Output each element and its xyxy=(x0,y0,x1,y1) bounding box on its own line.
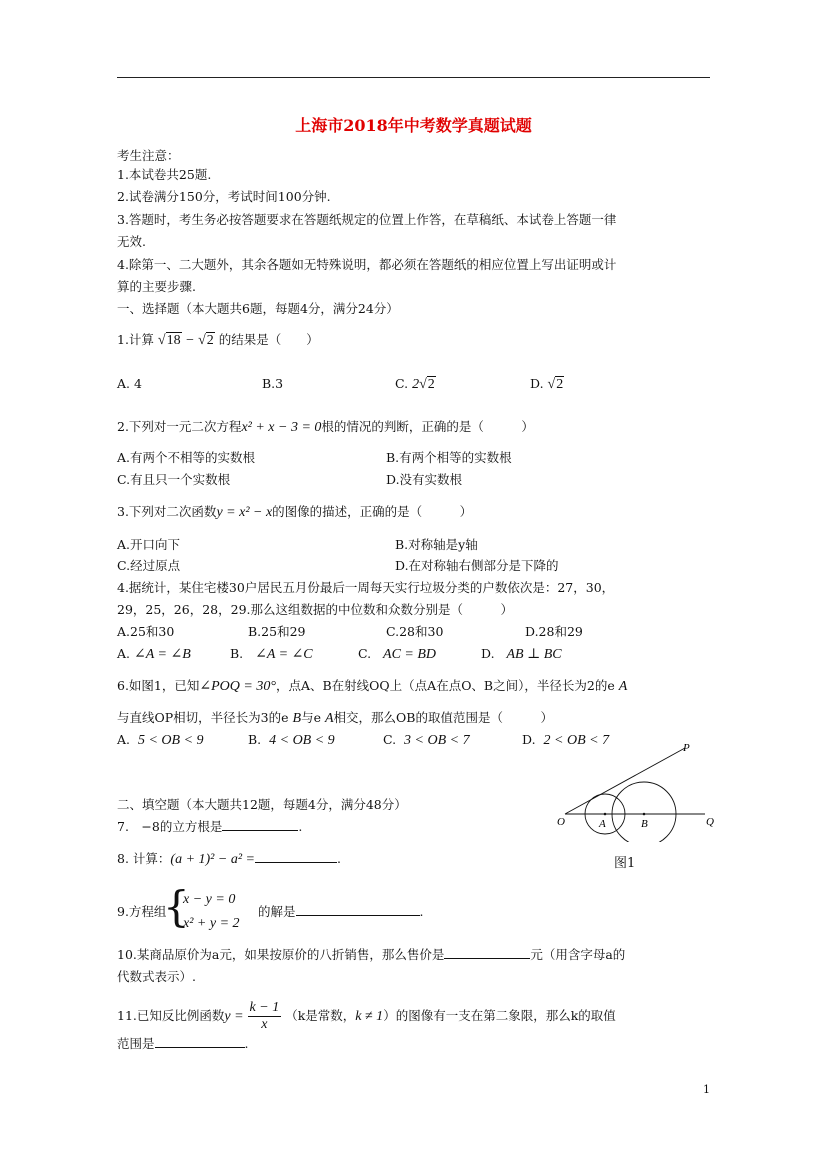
q8-prefix: 8. 计算： xyxy=(117,851,171,866)
q9-equation-1: x − y = 0 xyxy=(183,892,236,907)
q3-suffix: 的图像的描述，正确的是（ ） xyxy=(272,504,473,519)
answer-blank xyxy=(296,903,420,916)
q1-option-d-label: D. xyxy=(530,376,544,391)
q6-circle-symbol: e xyxy=(607,678,615,693)
q6-d-expr: 2 < OB < 7 xyxy=(543,733,610,748)
q6-c-label: C. xyxy=(383,732,397,747)
q11-fraction xyxy=(248,1000,282,1033)
q9-suffix: 的解是 xyxy=(258,904,296,919)
q2-option-d: D.没有实数根 xyxy=(386,472,463,487)
notice-heading: 考生注意： xyxy=(117,148,180,163)
q5-d-label: D. xyxy=(481,646,495,661)
page-number: 1 xyxy=(703,1083,710,1096)
q6-text1: ，点A、B在射线OQ上（点A在点O、B之间），半径长为2的 xyxy=(275,678,608,693)
q7-text: 7. −8的立方根是 xyxy=(117,819,223,834)
q6-a-letter: A xyxy=(324,711,334,726)
label-a: A xyxy=(599,818,606,830)
q11-suffix: （k是常数， xyxy=(285,1008,356,1023)
q3-option-d: D.在对称轴右侧部分是下降的 xyxy=(395,558,559,573)
q5-a-label: A. xyxy=(117,646,131,661)
question-4-line2: 29，25，26，28，29.那么这组数据的中位数和众数分别是（ ） xyxy=(117,602,514,617)
q3-function: y = x² − x xyxy=(216,505,273,520)
q1-c-coef: 2 xyxy=(412,377,420,392)
question-7 xyxy=(117,818,302,836)
q1-option-c-label: C. xyxy=(395,376,409,391)
q5-option-c xyxy=(358,645,436,664)
q5-c-label: C. xyxy=(358,646,372,661)
q4-option-b: B.25和29 xyxy=(248,624,306,639)
q8-expression: (a + 1)² − a² = xyxy=(170,852,255,867)
q7-end: . xyxy=(298,819,303,834)
q10-text2: 元（用含字母a的 xyxy=(530,947,626,962)
question-4-line1: 4.据统计，某住宅楼30户居民五月份最后一周每天实行垃圾分类的户数依次是：27，30， xyxy=(117,580,615,595)
q3-prefix: 3.下列对二次函数 xyxy=(117,504,217,519)
q6-a-label: A. xyxy=(117,732,131,747)
q6-a-expr: 5 < OB < 9 xyxy=(137,733,204,748)
q9-equation-2: x² + y = 2 xyxy=(183,916,240,931)
answer-blank xyxy=(255,850,337,863)
q11-prefix: 11.已知反比例函数 xyxy=(117,1008,225,1023)
q6-angle: ∠POQ = 30° xyxy=(199,679,276,694)
section2-heading: 二、填空题（本大题共12题，每题4分，满分48分） xyxy=(117,797,407,812)
q11-denominator: x xyxy=(261,1017,268,1032)
answer-blank xyxy=(222,818,298,831)
q9-prefix: 9.方程组 xyxy=(117,904,167,919)
q6-option-b xyxy=(248,731,335,750)
q6-text2: 与直线OP相切，半径长为3的 xyxy=(117,710,282,725)
label-o: O xyxy=(557,816,565,828)
q5-c-expr: AC = BD xyxy=(383,647,437,662)
q5-b-expr: ∠A = ∠C xyxy=(255,647,313,662)
q11-suffix2: ）的图像有一支在第二象限，那么k的取值 xyxy=(383,1008,616,1023)
q2-equation: x² + x − 3 = 0 xyxy=(241,420,322,435)
q4-option-c: C.28和30 xyxy=(386,624,444,639)
question-11-line2 xyxy=(117,1035,249,1053)
question-10-line2: 代数式表示）. xyxy=(117,969,196,984)
label-p: P xyxy=(683,742,690,754)
q5-b-label: B. xyxy=(230,646,244,661)
q5-a-expr: ∠A = ∠B xyxy=(134,647,191,662)
q6-d-label: D. xyxy=(522,732,536,747)
q6-b-letter: B xyxy=(292,711,302,726)
q1-minus: − xyxy=(181,333,199,348)
section1-heading: 一、选择题（本大题共6题，每题4分，满分24分） xyxy=(117,301,399,316)
question-6-line1 xyxy=(117,677,627,696)
notice-item: 2.试卷满分150分，考试时间100分钟. xyxy=(117,189,331,204)
q4-option-d: D.28和29 xyxy=(525,624,583,639)
header-rule xyxy=(117,77,710,78)
q5-option-d xyxy=(481,645,562,664)
q6-option-c xyxy=(383,731,470,750)
q11-end: . xyxy=(244,1036,249,1051)
q1-option-b: B.3 xyxy=(262,376,284,391)
q3-option-b: B.对称轴是y轴 xyxy=(395,537,478,552)
figure-caption: 图1 xyxy=(614,856,636,871)
page-title: 上海市2018年中考数学真题试题 xyxy=(295,116,532,135)
q2-option-b: B.有两个相等的实数根 xyxy=(386,450,512,465)
q1-d-radicand: 2 xyxy=(556,377,564,392)
question-8 xyxy=(117,850,341,869)
q2-prefix: 2.下列对一元二次方程 xyxy=(117,419,242,434)
ray-op xyxy=(565,748,685,814)
question-2 xyxy=(117,418,534,437)
q6-intro: 6.如图1，已知 xyxy=(117,678,200,693)
q1-radicand-b: 2 xyxy=(206,333,214,348)
q6-b-label: B. xyxy=(248,732,262,747)
point-a xyxy=(604,813,607,816)
q3-option-a: A.开口向下 xyxy=(117,537,181,552)
q6-circle-symbol: e xyxy=(313,710,321,725)
q11-condition: k ≠ 1 xyxy=(355,1009,384,1024)
notice-item: 算的主要步骤. xyxy=(117,279,196,294)
point-b xyxy=(643,813,646,816)
q1-option-c xyxy=(395,375,436,394)
q11-text2: 范围是 xyxy=(117,1036,155,1051)
question-3 xyxy=(117,503,472,522)
question-1 xyxy=(117,331,319,350)
q1-expression: √18 − √2 xyxy=(157,333,214,348)
q1-option-a: A. 4 xyxy=(117,376,142,391)
answer-blank xyxy=(444,946,530,959)
q5-d-expr: AB ⊥ BC xyxy=(506,647,562,662)
q5-option-b xyxy=(230,645,313,664)
notice-item: 1.本试卷共25题. xyxy=(117,167,212,182)
q6-text3: 与 xyxy=(301,710,314,725)
q11-y-eq: y = xyxy=(224,1009,244,1024)
notice-item: 3.答题时，考生务必按答题要求在答题纸规定的位置上作答，在草稿纸、本试卷上答题一律 xyxy=(117,212,617,227)
q2-suffix: 根的情况的判断，正确的是（ ） xyxy=(321,419,534,434)
q11-numerator: k − 1 xyxy=(249,1000,280,1015)
question-10-line1 xyxy=(117,946,625,964)
q2-option-a: A.有两个不相等的实数根 xyxy=(117,450,256,465)
question-11-line1 xyxy=(117,1000,616,1033)
q8-end: . xyxy=(336,851,341,866)
q1-option-d xyxy=(530,375,564,394)
q6-text4: 相交，那么OB的取值范围是（ ） xyxy=(333,710,553,725)
q6-circle-symbol: e xyxy=(281,710,289,725)
q1-radicand-a: 18 xyxy=(166,333,181,348)
q1-option-d-expr: √2 xyxy=(547,377,564,392)
q1-suffix: 的结果是（ ） xyxy=(218,332,319,347)
circle-b xyxy=(612,782,676,842)
q6-a-letter: A xyxy=(618,679,628,694)
q4-option-a: A.25和30 xyxy=(117,624,175,639)
q10-text1: 10.某商品原价为a元，如果按原价的八折销售，那么售价是 xyxy=(117,947,445,962)
label-q: Q xyxy=(706,816,714,828)
q5-option-a xyxy=(117,645,191,664)
q9-answer xyxy=(258,903,424,921)
q3-option-c: C.经过原点 xyxy=(117,558,181,573)
question-6-line2 xyxy=(117,709,553,728)
q6-b-expr: 4 < OB < 9 xyxy=(269,733,335,748)
q1-prefix: 1.计算 xyxy=(117,332,154,347)
q6-c-expr: 3 < OB < 7 xyxy=(404,733,470,748)
notice-item: 无效. xyxy=(117,234,146,249)
q1-option-c-expr: 2√2 xyxy=(412,377,435,392)
q9-end: . xyxy=(419,904,424,919)
answer-blank xyxy=(155,1035,245,1048)
label-b: B xyxy=(641,818,648,830)
system-brace: { xyxy=(163,882,190,931)
q2-option-c: C.有且只一个实数根 xyxy=(117,472,231,487)
notice-item: 4.除第一、二大题外，其余各题如无特殊说明，都必须在答题纸的相应位置上写出证明或计 xyxy=(117,257,617,272)
q1-c-radicand: 2 xyxy=(427,377,435,392)
figure-1-diagram xyxy=(555,742,725,842)
q6-option-a xyxy=(117,731,204,750)
